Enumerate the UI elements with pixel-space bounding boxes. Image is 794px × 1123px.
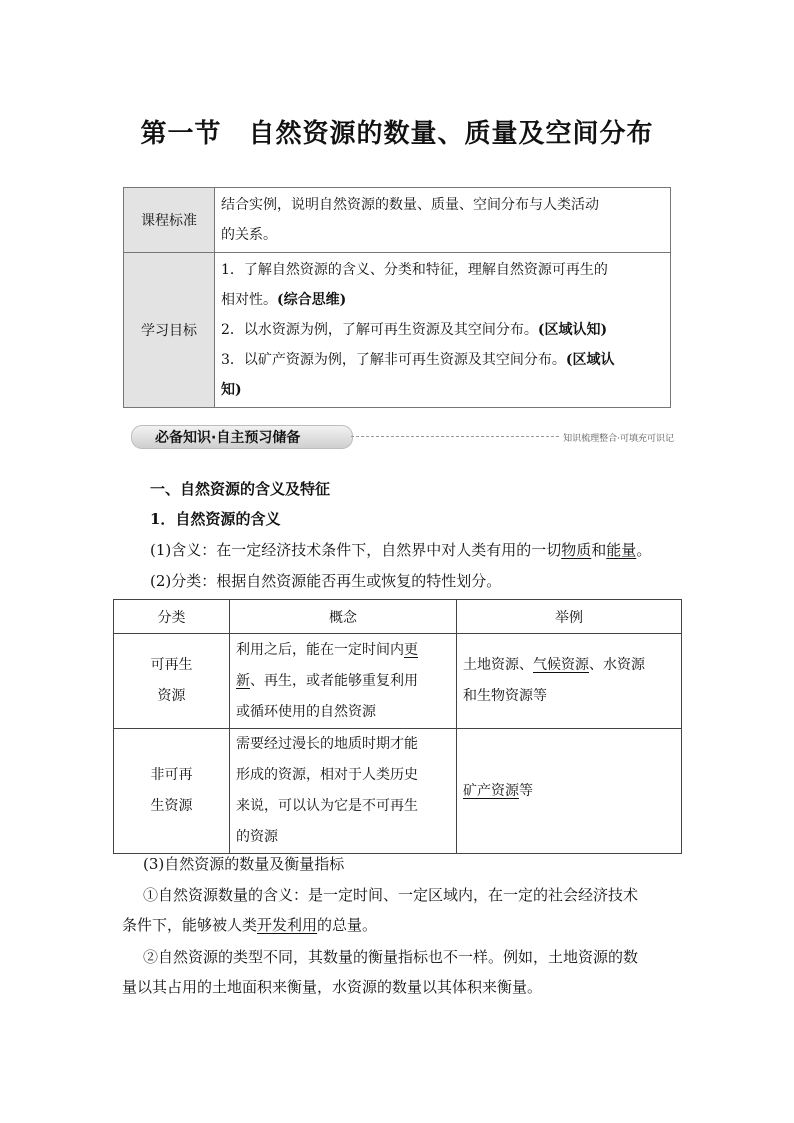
definition-line: 来说，可以认为它是不可再生 bbox=[236, 798, 418, 814]
course-standard-row bbox=[124, 188, 671, 253]
goal-tag: (区域认知) bbox=[537, 322, 608, 338]
example-line bbox=[463, 650, 675, 681]
definition-paragraph bbox=[150, 539, 651, 560]
learning-goals-header: 学习目标 bbox=[124, 253, 215, 408]
text-run: 、再生，或者能够重复利用 bbox=[250, 672, 418, 689]
text-run: 利用之后，能在一定时间内 bbox=[236, 641, 404, 658]
answer-blank: 更 bbox=[404, 641, 418, 658]
column-header: 举例 bbox=[457, 600, 682, 634]
text-run: 等 bbox=[519, 782, 533, 799]
category-line: 生资源 bbox=[150, 798, 193, 814]
section-heading: 一、自然资源的含义及特征 bbox=[150, 480, 331, 498]
definition-cell bbox=[230, 634, 457, 729]
measure-paragraph-line: ②自然资源的类型不同，其数量的衡量指标也不一样。例如，土地资源的数 bbox=[143, 948, 639, 966]
standard-line: 结合实例，说明自然资源的数量、质量、空间分布与人类活动 bbox=[221, 197, 599, 213]
section-banner bbox=[123, 424, 674, 450]
text-run: 。 bbox=[636, 541, 652, 559]
subsection-heading: 1．自然资源的含义 bbox=[150, 510, 281, 528]
banner-label: 必备知识·自主预习储备 bbox=[155, 430, 301, 446]
definition-line: 或循环使用的自然资源 bbox=[236, 703, 376, 720]
goal-tag: (综合思维) bbox=[277, 292, 347, 308]
banner-note: 知识梳理整合·可填充可识记 bbox=[559, 431, 674, 444]
example-cell bbox=[457, 729, 682, 854]
goal-line bbox=[221, 375, 664, 405]
text-run: 土地资源、 bbox=[463, 657, 533, 673]
table-header-row bbox=[114, 600, 682, 634]
table-row-nonrenewable bbox=[114, 729, 682, 854]
quantity-heading: (3)自然资源的数量及衡量指标 bbox=[143, 855, 345, 873]
column-header: 分类 bbox=[114, 600, 230, 634]
category-line: 非可再 bbox=[150, 767, 193, 783]
answer-blank: 气候资源 bbox=[533, 657, 589, 673]
goal-tag: (区域认 bbox=[565, 352, 615, 368]
example-line bbox=[463, 776, 675, 807]
answer-blank: 物质 bbox=[561, 541, 592, 559]
definition-line: 形成的资源，相对于人类历史 bbox=[236, 767, 418, 783]
text-run: 、水资源 bbox=[589, 657, 645, 673]
goal-text: 相对性。 bbox=[221, 292, 277, 308]
page-title: 第一节 自然资源的数量、质量及空间分布 bbox=[140, 119, 654, 149]
example-cell bbox=[457, 634, 682, 729]
goal-line bbox=[221, 285, 664, 315]
category-line: 资源 bbox=[157, 688, 186, 704]
category-line: 可再生 bbox=[150, 657, 193, 673]
learning-goals-content bbox=[215, 253, 671, 408]
definition-line: 需要经过漫长的地质时期才能 bbox=[236, 736, 418, 752]
objectives-table bbox=[123, 187, 671, 408]
classification-table bbox=[113, 599, 682, 854]
text-run: 条件下，能够被人类 bbox=[122, 916, 258, 934]
standard-line: 的关系。 bbox=[221, 227, 277, 243]
definition-line bbox=[236, 666, 450, 697]
answer-blank: 开发利用 bbox=[257, 916, 318, 934]
classification-paragraph: (2)分类：根据自然资源能否再生或恢复的特性划分。 bbox=[150, 572, 502, 590]
goal-line bbox=[221, 345, 664, 375]
answer-blank: 能量 bbox=[606, 541, 637, 559]
table-row-renewable bbox=[114, 634, 682, 729]
learning-goals-row bbox=[124, 253, 671, 408]
goal-text: 2．以水资源为例，了解可再生资源及其空间分布。 bbox=[221, 322, 538, 338]
category-cell bbox=[114, 634, 230, 729]
measure-paragraph-line: 量以其占用的土地面积来衡量，水资源的数量以其体积来衡量。 bbox=[122, 978, 543, 996]
answer-blank: 矿产资源 bbox=[463, 782, 519, 799]
definition-cell bbox=[230, 729, 457, 854]
text-run: 的总量。 bbox=[317, 916, 378, 934]
goal-line bbox=[221, 315, 664, 345]
goal-text: 3．以矿产资源为例，了解非可再生资源及其空间分布。 bbox=[221, 352, 566, 368]
category-cell bbox=[114, 729, 230, 854]
course-standard-content bbox=[215, 188, 671, 253]
text-run: (1)含义：在一定经济技术条件下，自然界中对人类有用的一切 bbox=[150, 541, 562, 559]
definition-line bbox=[236, 635, 450, 666]
example-line: 和生物资源等 bbox=[463, 688, 547, 704]
quantity-paragraph-line bbox=[122, 914, 377, 935]
course-standard-header: 课程标准 bbox=[124, 188, 215, 253]
quantity-paragraph-line: ①自然资源数量的含义：是一定时间、一定区域内，在一定的社会经济技术 bbox=[143, 886, 639, 904]
text-run: 和 bbox=[591, 541, 607, 559]
goal-tag: 知) bbox=[221, 382, 242, 398]
definition-line: 的资源 bbox=[236, 829, 278, 845]
goal-line: 1．了解自然资源的含义、分类和特征，理解自然资源可再生的 bbox=[221, 262, 608, 278]
answer-blank: 新 bbox=[236, 672, 250, 689]
column-header: 概念 bbox=[230, 600, 457, 634]
